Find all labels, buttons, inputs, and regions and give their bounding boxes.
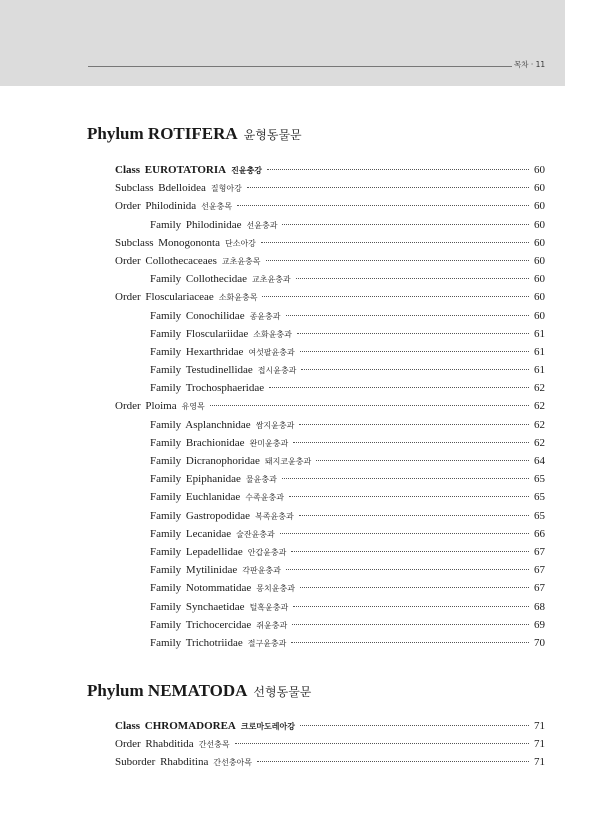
entry-name-ko: 털혹윤충과	[249, 602, 289, 612]
entry-page-number: 61	[534, 364, 545, 377]
toc-entry	[115, 634, 545, 652]
entry-name-ko: 술잔윤충과	[236, 529, 275, 539]
entry-name-ko: 질형아강	[210, 184, 242, 194]
toc-entry	[115, 397, 545, 415]
dot-leader	[280, 533, 529, 534]
toc-entry	[115, 753, 545, 771]
toc-entry	[115, 543, 545, 561]
header-rule	[88, 66, 512, 67]
section-title-ko: 윤형동물문	[243, 128, 302, 142]
entry-page-number: 65	[534, 473, 545, 486]
toc-list-nematoda	[115, 717, 545, 772]
toc-entry	[115, 197, 545, 215]
toc-entry	[115, 717, 545, 735]
entry-name-en: Family Lepadellidae	[150, 545, 243, 558]
entry-page-number: 71	[534, 756, 545, 769]
dot-leader	[299, 515, 529, 516]
dot-leader	[261, 242, 529, 243]
section-title-en: Phylum NEMATODA	[87, 681, 248, 700]
entry-page-number: 69	[534, 618, 545, 631]
entry-name-ko: 교초윤충과	[252, 275, 291, 285]
toc-entry	[115, 379, 545, 397]
toc-entry	[115, 616, 545, 634]
entry-name-ko: 간선충아목	[213, 758, 252, 768]
entry-name-en: Family Brachionidae	[150, 436, 245, 449]
dot-leader	[291, 551, 529, 552]
entry-page-number: 65	[534, 491, 545, 504]
entry-name-en: Family Testudinellidae	[150, 364, 253, 377]
toc-entry	[115, 416, 545, 434]
dot-leader	[292, 624, 529, 625]
entry-page-number: 62	[534, 400, 545, 413]
entry-name-en: Family Gastropodidae	[150, 509, 251, 522]
entry-name-en: Order Rhabditida	[115, 738, 194, 751]
dot-leader	[289, 496, 529, 497]
entry-name-en: Family Trichotriidae	[150, 636, 243, 649]
entry-name-en: Suborder Rhabditina	[115, 756, 209, 769]
dot-leader	[262, 296, 529, 297]
entry-name-ko: 쥐윤충과	[256, 620, 288, 630]
toc-entry	[115, 325, 545, 343]
entry-name-ko: 몽치윤충과	[256, 584, 295, 594]
entry-name-ko: 유영목	[181, 402, 205, 412]
dot-leader	[247, 187, 529, 188]
dot-leader	[296, 278, 529, 279]
toc-entry	[115, 361, 545, 379]
entry-name-en: Family Flosculariidae	[150, 327, 249, 340]
entry-name-en: Order Flosculariaceae	[115, 291, 214, 304]
dot-leader	[210, 405, 529, 406]
running-header: 목차 · 11	[514, 60, 546, 69]
entry-name-en: Family Philodinidae	[150, 218, 242, 231]
entry-page-number: 71	[534, 738, 545, 751]
entry-page-number: 60	[534, 254, 545, 267]
entry-name-en: Order Ploima	[115, 400, 177, 413]
section-title-ko: 선형동물문	[253, 685, 312, 699]
entry-name-ko: 소화윤충과	[253, 329, 292, 339]
toc-list-rotifera	[115, 161, 545, 652]
toc-entry	[115, 270, 545, 288]
toc-entry	[115, 579, 545, 597]
toc-entry	[115, 470, 545, 488]
entry-name-ko: 완미윤충과	[249, 438, 289, 448]
entry-page-number: 62	[534, 382, 545, 395]
entry-name-en: Family Conochilidae	[150, 309, 245, 322]
dot-leader	[300, 351, 529, 352]
dot-leader	[235, 743, 529, 744]
dot-leader	[282, 478, 529, 479]
entry-page-number: 60	[534, 182, 545, 195]
entry-page-number: 60	[534, 273, 545, 286]
entry-name-en: Family Lecanidae	[150, 527, 232, 540]
entry-page-number: 60	[534, 291, 545, 304]
toc-entry	[115, 434, 545, 452]
toc-entry	[115, 507, 545, 525]
toc-entry	[115, 488, 545, 506]
dot-leader	[286, 569, 529, 570]
entry-page-number: 68	[534, 600, 545, 613]
dot-leader	[316, 460, 529, 461]
entry-name-en: Family Collothecidae	[150, 273, 248, 286]
dot-leader	[300, 725, 529, 726]
section-title-en: Phylum ROTIFERA	[87, 124, 238, 143]
entry-name-en: Subclass Monogononta	[115, 236, 220, 249]
entry-page-number: 67	[534, 545, 545, 558]
toc-entry	[115, 161, 545, 179]
dot-leader	[293, 606, 529, 607]
dot-leader	[297, 333, 529, 334]
entry-name-ko: 각판윤충과	[242, 566, 281, 576]
entry-name-ko: 여섯팔윤충과	[248, 347, 295, 357]
dot-leader	[299, 424, 529, 425]
toc-entry	[115, 234, 545, 252]
entry-name-en: Class CHROMADOREA	[115, 720, 236, 732]
dot-leader	[267, 169, 529, 170]
entry-name-en: Family Mytilinidae	[150, 564, 238, 577]
entry-name-ko: 종윤충과	[249, 311, 281, 321]
entry-name-ko: 단소아강	[224, 238, 256, 248]
dot-leader	[237, 205, 529, 206]
dot-leader	[291, 642, 529, 643]
section-title-rotifera	[87, 124, 302, 144]
entry-page-number: 62	[534, 436, 545, 449]
toc-entry	[115, 307, 545, 325]
entry-name-en: Family Synchaetidae	[150, 600, 245, 613]
dot-leader	[286, 315, 530, 316]
toc-entry	[115, 179, 545, 197]
dot-leader	[300, 587, 529, 588]
toc-entry	[115, 452, 545, 470]
toc-entry	[115, 525, 545, 543]
header-band	[0, 0, 565, 86]
dot-leader	[266, 260, 529, 261]
entry-name-ko: 수족윤충과	[245, 493, 284, 503]
entry-page-number: 62	[534, 418, 545, 431]
dot-leader	[269, 387, 529, 388]
entry-name-ko: 간선충목	[198, 740, 230, 750]
dot-leader	[257, 761, 529, 762]
entry-name-en: Family Hexarthridae	[150, 345, 244, 358]
entry-name-ko: 절구윤충과	[247, 638, 287, 648]
toc-entry	[115, 252, 545, 270]
entry-page-number: 60	[534, 309, 545, 322]
entry-page-number: 66	[534, 527, 545, 540]
entry-name-en: Order Philodinida	[115, 200, 197, 213]
dot-leader	[293, 442, 529, 443]
entry-page-number: 60	[534, 236, 545, 249]
entry-name-ko: 쌈지윤충과	[255, 420, 295, 430]
entry-name-ko: 물윤충과	[245, 475, 277, 485]
entry-name-en: Family Notommatidae	[150, 582, 252, 595]
entry-page-number: 71	[534, 720, 545, 732]
entry-name-ko: 접시윤충과	[257, 366, 297, 376]
toc-entry	[115, 735, 545, 753]
entry-page-number: 60	[534, 200, 545, 213]
entry-name-ko: 안갑윤충과	[247, 547, 287, 557]
entry-page-number: 65	[534, 509, 545, 522]
entry-page-number: 67	[534, 582, 545, 595]
entry-name-en: Family Trichocercidae	[150, 618, 252, 631]
toc-entry	[115, 216, 545, 234]
entry-name-en: Family Trochosphaeridae	[150, 382, 265, 395]
entry-name-ko: 소화윤충목	[218, 293, 258, 303]
toc-entry	[115, 288, 545, 306]
entry-name-ko: 돼지코윤충과	[264, 457, 312, 466]
entry-name-ko: 복족윤충과	[255, 511, 294, 521]
entry-name-ko: 크로마도레아강	[240, 722, 295, 731]
entry-name-en: Family Dicranophoridae	[150, 455, 260, 467]
entry-page-number: 70	[534, 636, 545, 649]
entry-page-number: 60	[534, 218, 545, 231]
entry-page-number: 61	[534, 345, 545, 358]
entry-page-number: 61	[534, 327, 545, 340]
entry-page-number: 60	[534, 164, 545, 176]
dot-leader	[282, 224, 529, 225]
entry-name-ko: 선윤충과	[246, 220, 278, 230]
dot-leader	[301, 369, 529, 370]
toc-entry	[115, 561, 545, 579]
toc-entry	[115, 343, 545, 361]
entry-name-en: Family Asplanchnidae	[150, 418, 251, 431]
section-title-nematoda	[87, 681, 311, 701]
entry-page-number: 67	[534, 564, 545, 577]
entry-name-en: Order Collothecaceaes	[115, 254, 217, 267]
entry-name-en: Family Epiphanidae	[150, 473, 241, 486]
entry-page-number: 64	[534, 455, 545, 467]
entry-name-en: Class EUROTATORIA	[115, 164, 227, 176]
entry-name-ko: 진윤충강	[231, 166, 263, 175]
entry-name-en: Family Euchlanidae	[150, 491, 241, 504]
entry-name-ko: 선윤충목	[201, 202, 233, 212]
entry-name-en: Subclass Bdelloidea	[115, 182, 206, 195]
entry-name-ko: 교초윤충목	[221, 256, 261, 266]
toc-entry	[115, 598, 545, 616]
